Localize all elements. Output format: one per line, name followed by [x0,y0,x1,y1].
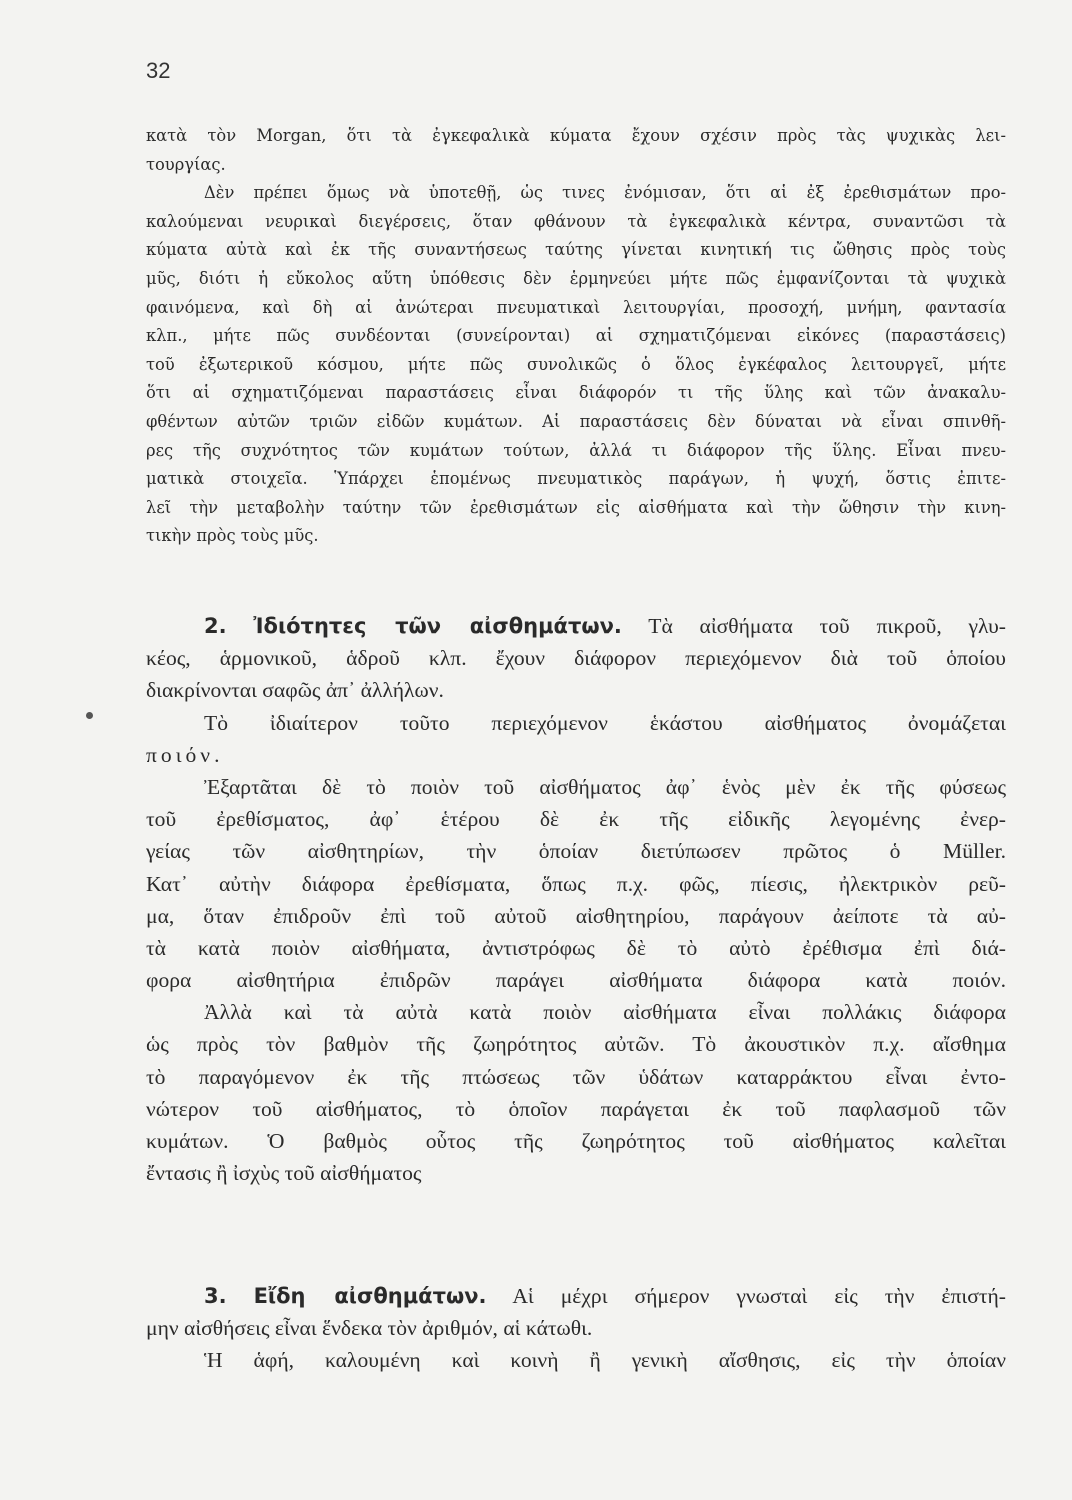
text-line: φαινόμενα, καὶ δὴ αἱ ἀνώτεραι πνευματικαὶ λειτουργίαι, προσοχή, μνήμη, φαντασία [146,297,1006,317]
text-line: καλούμεναι νευρικαὶ διεγέρσεις, ὅταν φθάνουν τὰ ἐγκεφαλικὰ κέντρα, συναντῶσι τὰ [146,211,1006,231]
text-line: Τὸ ἰδιαίτερον τοῦτο περιεχόμενον ἑκάστου αἰσθήματος ὀνομάζεται [204,710,1006,735]
section-2-heading-line [146,610,1006,642]
text-line: ὅτι αἱ σχηματιζόμεναι παραστάσεις εἶναι διάφορόν τι τῆς ὕλης καὶ τῶν ἀνακαλυ- [146,383,1006,403]
section-2 [146,610,1006,1189]
heading-line-text: Τὰ αἰσθήματα τοῦ πικροῦ, γλυ- [648,614,1006,638]
section-3-heading-line [146,1280,1006,1312]
text-line: γείας τῶν αἰσθητηρίων, τὴν ὁποίαν διετύπωσεν πρῶτος ὁ Müller. [146,839,1006,864]
text-line: μα, ὅταν ἐπιδροῦν ἐπὶ τοῦ αὐτοῦ αἰσθητηρίου, παράγουν ἀείποτε τὰ αὐ- [146,903,1006,928]
text-line: ρες τῆς συχνότητος τῶν κυμάτων τούτων, ἀλλά τι διάφορον τῆς ὕλης. Εἶναι πνευ- [146,440,1006,460]
text-line: τοῦ ἐξωτερικοῦ κόσμου, μήτε πῶς συνολικῶς ὁ ὅλος ἐγκέφαλος λειτουργεῖ, μήτε [146,354,1006,374]
section-title: Εἴδη αἰσθημάτων. [253,1284,487,1308]
text-line: μην αἰσθήσεις εἶναι ἕνδεκα τὸν ἀριθμόν, αἱ κάτωθι. [146,1316,593,1341]
text-line: ὡς πρὸς τὸν βαθμὸν τῆς ζωηρότητος αὐτῶν. Τὸ ἀκουστικὸν π.χ. αἴσθημα [146,1032,1006,1057]
text-line: κλπ., μήτε πῶς συνδέονται (συνείρονται) αἱ σχηματιζόμεναι εἰκόνες (παραστάσεις) [146,326,1006,346]
text-line: κέος, ἁρμονικοῦ, ἁδροῦ κλπ. ἔχουν διάφορον περιεχόμενον διὰ τοῦ ὁποίου [146,646,1006,671]
text-line: Κατ᾿ αὐτὴν διάφορα ἐρεθίσματα, ὅπως π.χ. φῶς, πίεσις, ἠλεκτρικὸν ρεῦ- [146,871,1006,896]
text-line: τὸ παραγόμενον ἐκ τῆς πτώσεως τῶν ὑδάτων καταρράκτου εἶναι ἐντο- [146,1064,1006,1089]
text-line: τοῦ ἐρεθίσματος, ἀφ᾿ ἑτέρου δὲ ἐκ τῆς εἰδικῆς λεγομένης ἐνερ- [146,807,1006,832]
text-line: Ἀλλὰ καὶ τὰ αὐτὰ κατὰ ποιὸν αἰσθήματα εἶναι πολλάκις διάφορα [204,1000,1006,1025]
text-line: Ἡ ἁφή, καλουμένη καὶ κοινὴ ἢ γενικὴ αἴσθησις, εἰς τὴν ὁποίαν [204,1348,1006,1373]
text-line: Δὲν πρέπει ὅμως νὰ ὑποτεθῇ, ὡς τινες ἐνόμισαν, ὅτι αἱ ἐξ ἐρεθισμάτων προ- [204,183,1006,203]
text-line: τικὴν πρὸς τοὺς μῦς. [146,526,319,546]
text-line: φορα αἰσθητήρια ἐπιδρῶν παράγει αἰσθήματα διάφορα κατὰ ποιόν. [146,968,1006,993]
text-line: νώτερον τοῦ αἰσθήματος, τὸ ὁποῖον παράγεται ἐκ τοῦ παφλασμοῦ τῶν [146,1096,1006,1121]
text-line: διακρίνονται σαφῶς ἀπ᾿ ἀλλήλων. [146,678,444,703]
section-number: 3. [204,1284,227,1308]
text-line: Ἐξαρτᾶται δὲ τὸ ποιὸν τοῦ αἰσθήματος ἀφ᾿ ἑνὸς μὲν ἐκ τῆς φύσεως [204,774,1006,799]
text-line: ματικὰ στοιχεῖα. Ὑπάρχει ἑπομένως πνευματικὸς παράγων, ἡ ψυχή, ὅστις ἐπιτε- [146,469,1006,489]
text-line: κυμάτων. Ὁ βαθμὸς οὗτος τῆς ζωηρότητος τοῦ αἰσθήματος καλεῖται [146,1129,1006,1153]
section-number: 2. [204,614,227,638]
text-line: κατὰ τὸν Morgan, ὅτι τὰ ἐγκεφαλικὰ κύματα ἔχουν σχέσιν πρὸς τὰς ψυχικὰς λει- [146,126,1006,145]
section-1-text [146,122,1006,551]
text-line: τουργίας. [146,154,226,174]
margin-dot [86,712,93,719]
text-line: κύματα αὐτὰ καὶ ἐκ τῆς συναντήσεως ταύτης γίνεται κινητική τις ὤθησις πρὸς τοὺς [146,240,1006,260]
heading-line-text: Αἱ μέχρι σήμερον γνωσταὶ εἰς τὴν ἐπιστή- [512,1284,1006,1308]
text-line: τὰ κατὰ ποιὸν αἰσθήματα, ἀντιστρόφως δὲ τὸ αὐτὸ ἐρέθισμα ἐπὶ διά- [146,935,1006,960]
page-number: 32 [146,58,171,83]
section-title: Ἰδιότητες τῶν αἰσθημάτων. [253,614,622,638]
text-line: φθέντων αὐτῶν τριῶν εἰδῶν κυμάτων. Αἱ παραστάσεις δὲν δύναται νὰ εἶναι σπινθῆ- [146,411,1006,431]
text-line: μῦς, διότι ἡ εὔκολος αὕτη ὑπόθεσις δὲν ἑρμηνεύει μήτε πῶς ἐμφανίζονται τὰ ψυχικὰ [146,268,1006,288]
section-3 [146,1280,1006,1377]
text-line: ἔντασις ἢ ἰσχὺς τοῦ αἰσθήματος [146,1161,422,1186]
text-line: ποιόν. [146,742,224,767]
text-line: λεῖ τὴν μεταβολὴν ταύτην τῶν ἐρεθισμάτων εἰς αἰσθήματα καὶ τὴν ὤθησιν τὴν κινη- [146,497,1006,517]
